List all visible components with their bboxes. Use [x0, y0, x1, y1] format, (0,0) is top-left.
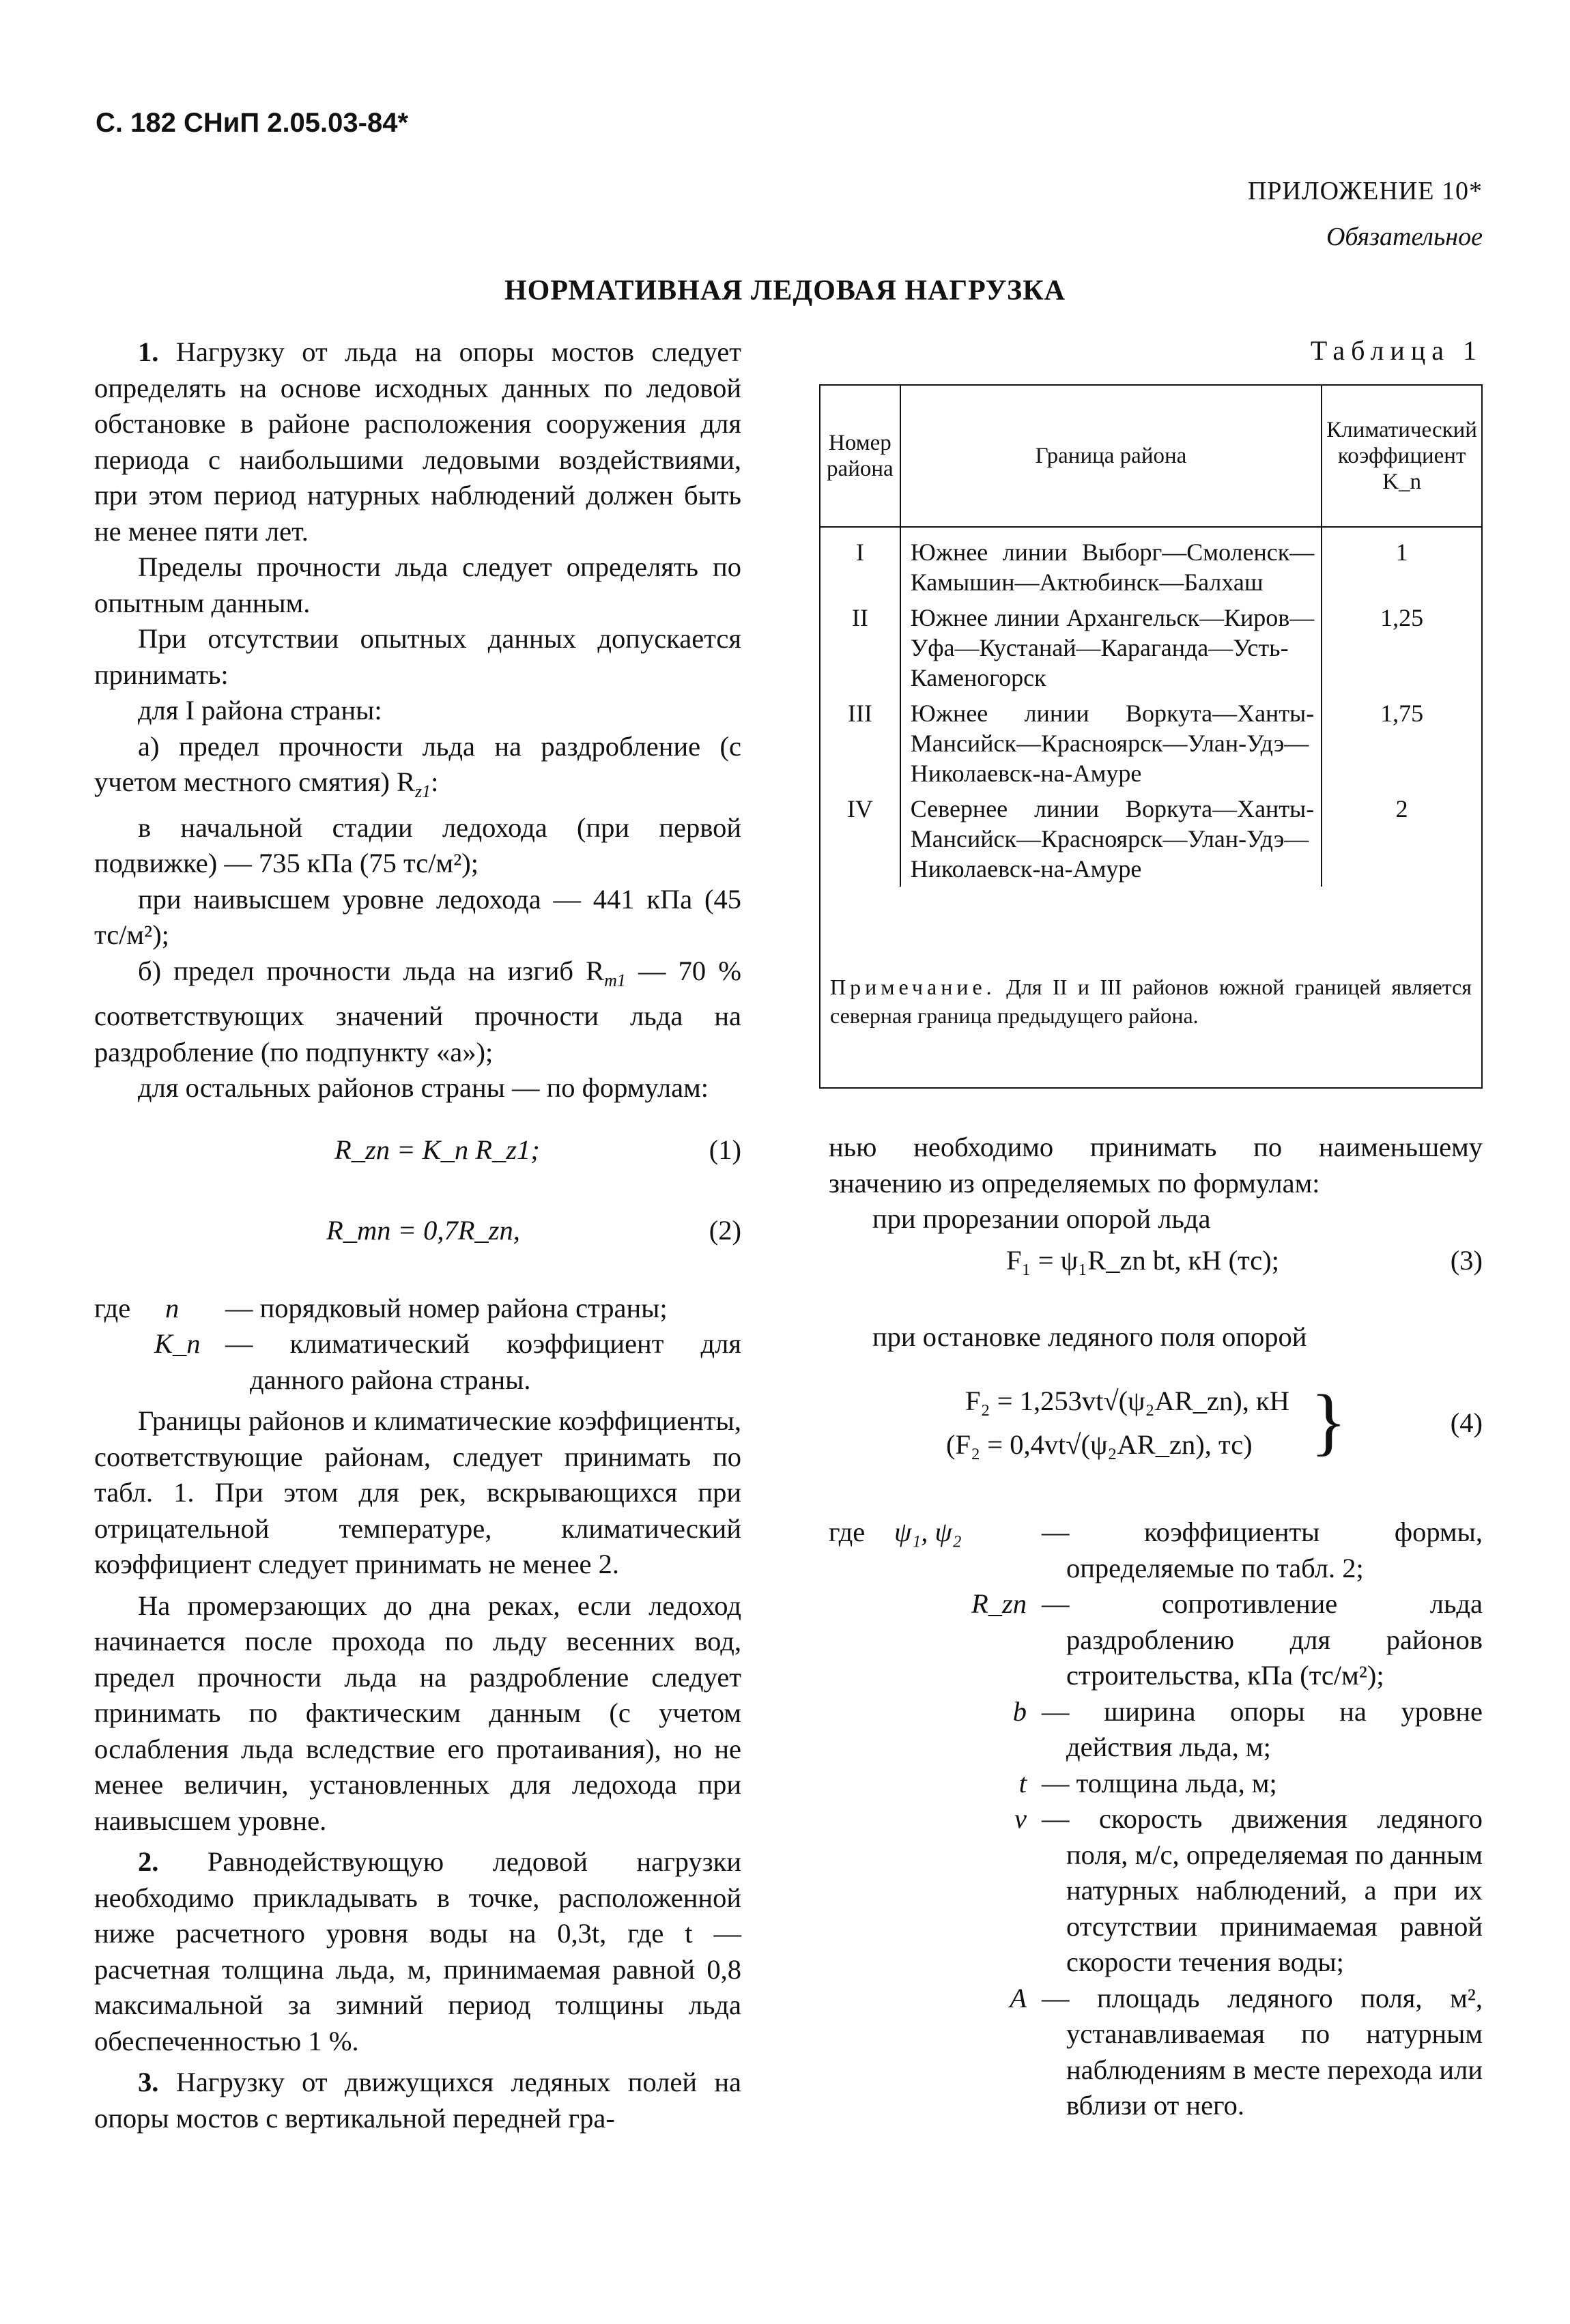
table-row: [820, 527, 1482, 600]
table-header-border: Граница района: [900, 385, 1322, 527]
legend-text-a: — площадь ледяного поля, м², устанавливаемая по натурным наблюдениям в месте перехода или вблизи от него.: [1042, 1982, 1483, 2121]
page-header: С. 182 СНиП 2.05.03-84*: [96, 108, 409, 138]
text: — 70 % соответствующих значений прочности льда на раздробление (по подпункту «а»);: [94, 955, 741, 1067]
legend-block: [94, 1291, 741, 1398]
text: а) предел прочности льда на раздробление (с учетом местного смятия) R: [94, 730, 741, 797]
right-paragraph-1: нью необходимо принимать по наименьшему значению из определяемых по формулам:: [829, 1132, 1483, 1199]
subscript: z1: [415, 781, 431, 802]
note-text: Для II и III районов южной границей является северная граница предыдущего района.: [830, 975, 1472, 1028]
legend-symbol-b: b: [1012, 1695, 1027, 1727]
right-paragraph-2: при прорезании опорой льда: [872, 1203, 1211, 1234]
table-cell-border: Южнее линии Выборг—Смоленск—Камышин—Актюбинск—Балхаш: [900, 527, 1322, 600]
formula-3-number: (3): [1450, 1244, 1483, 1276]
appendix-status: Обязательное: [1326, 223, 1483, 251]
legend-text-psi: — коэффициенты формы, определяемые по табл. 2;: [1042, 1517, 1483, 1583]
legend-item: [829, 1586, 1483, 1694]
table-cell-coefficient: 1,75: [1322, 695, 1482, 791]
formula-4-line-2: (F₂ = 0,4vt√(ψ₂AR_zn), тс): [946, 1429, 1253, 1460]
table-cell-border: Севернее линии Воркута—Ханты-Мансийск—Красноярск—Улан-Удэ—Николаевск-на-Амуре: [900, 791, 1322, 887]
table-cell-border: Южнее линии Архангельск—Киров—Уфа—Кустанай—Караганда—Усть-Каменогорск: [900, 600, 1322, 695]
legend-text-t: — толщина льда, м;: [1042, 1767, 1277, 1798]
formula-2-expression: R_mn = 0,7R_zn,: [326, 1214, 520, 1246]
formula-2: [94, 1207, 741, 1281]
paragraph-7: при наивысшем уровне ледохода — 441 кПа (45 тс/м²);: [94, 883, 741, 951]
legend-symbol-rzn: R_zn: [971, 1588, 1027, 1619]
formula-4-line-1: F₂ = 1,253vt√(ψ₂AR_zn), кН: [965, 1386, 1289, 1416]
item-number: 1.: [138, 336, 159, 367]
paragraph-3: При отсутствии опытных данных допускается принимать:: [94, 623, 741, 690]
paragraph-6: в начальной стадии ледохода (при первой подвижке) — 735 кПа (75 тс/м²);: [94, 812, 741, 879]
item-number: 2.: [138, 1846, 159, 1878]
formula-1-expression: R_zn = K_n R_z1;: [334, 1134, 540, 1165]
legend-text-rzn: — сопротивление льда раздроблению для районов строительства, кПа (тс/м²);: [1042, 1588, 1483, 1691]
formula-3-expression: F₁ = ψ₁R_zn bt, кН (тс);: [1006, 1244, 1280, 1276]
subscript: m1: [604, 970, 626, 990]
legend-text-kn: — климатический коэффициент для данного района страны.: [225, 1328, 741, 1395]
page-title: НОРМАТИВНАЯ ЛЕДОВАЯ НАГРУЗКА: [504, 275, 1066, 306]
right-column: [829, 1130, 1483, 2124]
formula-3: [829, 1237, 1483, 1292]
table-row: [820, 600, 1482, 695]
table-cell-number: III: [820, 695, 900, 791]
legend-text-n: — порядковый номер района страны;: [225, 1292, 668, 1323]
paragraph-12: [94, 1844, 741, 2059]
paragraph-11: На промерзающих до дна реках, если ледоход начинается после прохода по льду весенних вод, предел прочности льда на раздробление следует принимать по фактическим данным (с учетом ослабления льда вследствие его протаивания), но не менее величин, установленных для ледохода при наивысшем уровне.: [94, 1590, 741, 1836]
table-row: [820, 695, 1482, 791]
formula-4-number: (4): [1450, 1407, 1483, 1438]
legend-item: [829, 1766, 1483, 1802]
left-column: [94, 334, 741, 2136]
legend-symbol-psi: ψ₁, ψ₂: [894, 1517, 962, 1547]
paragraph-5: [94, 729, 741, 810]
table-1: [819, 384, 1483, 887]
table-row: [820, 791, 1482, 887]
table-caption: Таблица 1: [1310, 335, 1483, 366]
paragraph-text: Нагрузку от льда на опоры мостов следует определять на основе исходных данных по ледовой обстановке в районе расположения сооружения для периода с наибольшими ледовыми воздействиями, при этом период натурных наблюдений должен быть не менее пяти лет.: [94, 336, 742, 547]
table-cell-border: Южнее линии Воркута—Ханты-Мансийск—Красноярск—Улан-Удэ—Николаевск-на-Амуре: [900, 695, 1322, 791]
paragraph-1: [94, 334, 741, 549]
formula-1: [94, 1125, 741, 1199]
text: :: [431, 766, 439, 797]
formula-1-number: (1): [709, 1134, 741, 1165]
paragraph-2: Пределы прочности льда следует определять по опытным данным.: [94, 551, 741, 618]
legend-item: [829, 1981, 1483, 2124]
legend-item: [829, 1694, 1483, 1766]
table-cell-number: I: [820, 527, 900, 600]
table-cell-coefficient: 2: [1322, 791, 1482, 887]
table-cell-number: IV: [820, 791, 900, 887]
where-word: где: [829, 1517, 866, 1547]
legend-text-v: — скорость движения ледяного поля, м/с, определяемая по данным натурных наблюдений, а при их отсутствии принимаемая равной скорости течения воды;: [1042, 1803, 1483, 1977]
legend-item: [829, 1801, 1483, 1981]
paragraph-text: Равнодействующую ледовой нагрузки необходимо прикладывать в точке, расположенной ниже расчетного уровня воды на 0,3t, где t — расчетная толщина льда, м, принимаемая равной 0,8 максимальной за зимний период толщины льда обеспеченностью 1 %.: [94, 1846, 742, 2056]
legend-symbol-a: A: [1010, 1982, 1027, 2013]
appendix-label: ПРИЛОЖЕНИЕ 10*: [1247, 177, 1483, 205]
legend-symbol-v: v: [1014, 1803, 1027, 1834]
paragraph-9: для остальных районов страны — по формулам:: [138, 1072, 709, 1104]
paragraph-4: для I района страны:: [138, 695, 382, 726]
formula-2-number: (2): [709, 1214, 741, 1246]
table-cell-coefficient: 1,25: [1322, 600, 1482, 695]
table-header-number: Номер района: [820, 385, 900, 527]
table-note: [819, 935, 1483, 1089]
paragraph-13: [94, 2065, 741, 2136]
note-label: Примечание.: [830, 975, 996, 999]
legend-item: [829, 1515, 1483, 1586]
paragraph-text: Нагрузку от движущихся ледяных полей на опоры мостов с вертикальной передней гра-: [94, 2067, 742, 2134]
item-number: 3.: [138, 2067, 159, 2098]
right-paragraph-3: при остановке ледяного поля опорой: [872, 1321, 1307, 1352]
formula-4: [829, 1371, 1483, 1487]
table-cell-coefficient: 1: [1322, 527, 1482, 600]
paragraph-10: Границы районов и климатические коэффициенты, соответствующие районам, следует принимать по табл. 1. При этом для рек, вскрывающихся при отрицательной температуре, климатический коэффициент следует принимать не менее 2.: [94, 1405, 741, 1580]
paragraph-8: [94, 953, 741, 1071]
text: б) предел прочности льда на изгиб R: [138, 955, 605, 986]
formula-4-brace: }: [1311, 1379, 1347, 1463]
table-header-coefficient: Климатический коэффициент K_n: [1322, 385, 1482, 527]
where-word: где: [94, 1292, 131, 1323]
legend-text-b: — ширина опоры на уровне действия льда, м;: [1042, 1695, 1483, 1762]
table-cell-number: II: [820, 600, 900, 695]
legend-symbol-kn: K_n: [154, 1328, 201, 1359]
legend-symbol-t: t: [1018, 1767, 1027, 1798]
right-legend: [829, 1515, 1483, 2124]
legend-symbol-n: n: [165, 1292, 180, 1323]
